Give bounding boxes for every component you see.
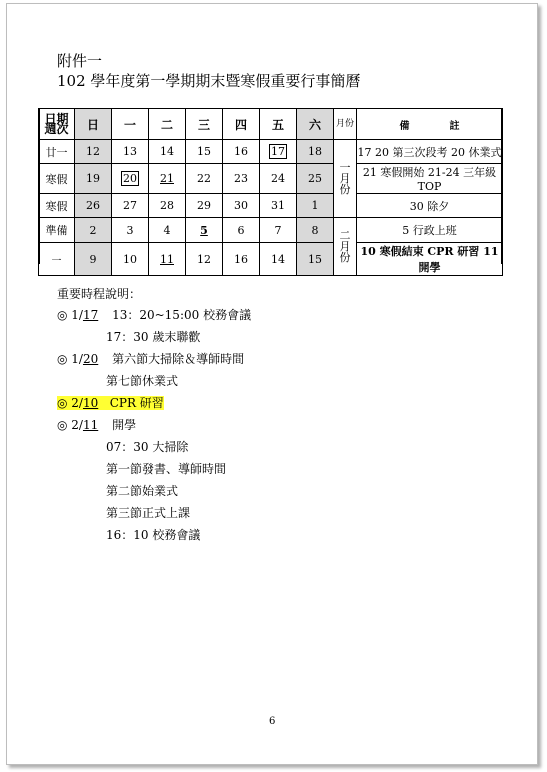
bullet-mark: ◎ 1/ xyxy=(57,308,83,322)
schedule-item: 17：30 歲末聯歡 xyxy=(106,330,201,344)
date-cell: 8 xyxy=(297,218,334,243)
week-label: 寒假 xyxy=(39,164,75,194)
date-cell-underlined xyxy=(186,218,223,243)
month-jan xyxy=(334,140,357,218)
month-feb-char: 月 xyxy=(339,240,351,253)
schedule-text: 第六節大掃除＆導師時間 xyxy=(112,352,245,366)
date-cell: 18 xyxy=(297,140,334,164)
page-title: 102 學年度第一學期期末暨寒假重要行事簡曆 xyxy=(57,72,361,90)
date-cell: 28 xyxy=(149,194,186,218)
date-cell: 22 xyxy=(186,164,223,194)
month-jan-char: 月 xyxy=(339,172,351,185)
schedule-date: 17 xyxy=(82,308,99,322)
day-header-thu: 四 xyxy=(223,109,260,140)
bullet-mark: ◎ 2/ xyxy=(57,396,83,410)
underlined-date: 21 xyxy=(160,172,174,185)
schedule-item: 第一節發書、導師時間 xyxy=(106,462,227,476)
day-header-sun: 日 xyxy=(75,109,112,140)
date-cell: 1 xyxy=(297,194,334,218)
date-cell: 7 xyxy=(260,218,297,243)
table-left-thick-border xyxy=(38,108,40,264)
date-cell: 2 xyxy=(75,218,112,243)
month-header: 月份 xyxy=(334,109,357,140)
remark-cell: 21 寒假開始 21-24 三年級 TOP xyxy=(357,164,503,194)
week-label: 準備 xyxy=(39,218,75,243)
schedule-date: 10 xyxy=(82,396,99,410)
schedule-date: 11 xyxy=(82,418,99,432)
table-row xyxy=(39,243,503,276)
remark-cell: 17 20 第三次段考 20 休業式 xyxy=(357,140,503,164)
month-jan-char: 一 xyxy=(339,161,351,174)
date-cell: 6 xyxy=(223,218,260,243)
date-cell: 14 xyxy=(260,243,297,276)
date-cell: 4 xyxy=(149,218,186,243)
date-cell-underlined xyxy=(149,243,186,276)
day-header-wed: 三 xyxy=(186,109,223,140)
schedule-item: 07：30 大掃除 xyxy=(106,440,189,454)
day-header-fri: 五 xyxy=(260,109,297,140)
table-row xyxy=(39,140,503,164)
date-cell: 19 xyxy=(75,164,112,194)
schedule-item: 16：10 校務會議 xyxy=(106,528,201,542)
date-cell: 25 xyxy=(297,164,334,194)
table-row xyxy=(39,164,503,194)
remark-cell: 30 除夕 xyxy=(357,194,503,218)
table-row xyxy=(39,194,503,218)
schedule-item: 第三節正式上課 xyxy=(106,506,191,520)
date-cell: 27 xyxy=(112,194,149,218)
date-cell: 14 xyxy=(149,140,186,164)
month-feb xyxy=(334,218,357,276)
underlined-date: 11 xyxy=(160,252,174,266)
corner-bottom-label: 週次 xyxy=(44,122,69,136)
table-header-row xyxy=(39,109,503,140)
table-row xyxy=(39,218,503,243)
schedule-text: 開學 xyxy=(112,418,137,432)
schedule-item: 第二節始業式 xyxy=(106,484,179,498)
remark-cell: 10 寒假結束 CPR 研習 11 開學 xyxy=(357,243,503,276)
annex-label: 附件一 xyxy=(57,52,103,70)
date-cell-boxed xyxy=(112,164,149,194)
day-header-tue: 二 xyxy=(149,109,186,140)
date-cell: 12 xyxy=(186,243,223,276)
date-cell: 3 xyxy=(112,218,149,243)
corner-cell xyxy=(39,109,75,140)
day-header-mon: 一 xyxy=(112,109,149,140)
date-cell: 15 xyxy=(297,243,334,276)
highlighted-line xyxy=(57,396,164,410)
date-cell: 9 xyxy=(75,243,112,276)
month-feb-char: 二 xyxy=(339,229,351,242)
date-cell: 13 xyxy=(112,140,149,164)
section-title: 重要時程說明： xyxy=(57,287,142,301)
date-cell: 23 xyxy=(223,164,260,194)
remarks-header: 備 註 xyxy=(357,109,503,140)
schedule-text: 13：20~15:00 校務會議 xyxy=(112,308,252,322)
day-header-sat: 六 xyxy=(297,109,334,140)
date-cell: 16 xyxy=(223,243,260,276)
date-cell: 12 xyxy=(75,140,112,164)
date-cell: 16 xyxy=(223,140,260,164)
boxed-date: 17 xyxy=(271,145,285,158)
month-feb-char: 份 xyxy=(339,251,351,264)
date-cell-underlined xyxy=(149,164,186,194)
month-jan-char: 份 xyxy=(339,183,351,196)
schedule-item: 第七節休業式 xyxy=(106,374,179,388)
schedule-date: 20 xyxy=(82,352,99,366)
date-cell: 24 xyxy=(260,164,297,194)
date-cell: 30 xyxy=(223,194,260,218)
remark-cell: 5 行政上班 xyxy=(357,218,503,243)
week-label: 廿一 xyxy=(39,140,75,164)
week-label: 一 xyxy=(39,243,75,276)
date-cell: 10 xyxy=(112,243,149,276)
schedule-text: CPR 研習 xyxy=(109,396,164,410)
page-number: 6 xyxy=(269,716,276,727)
week-label: 寒假 xyxy=(39,194,75,218)
date-cell: 29 xyxy=(186,194,223,218)
date-cell: 15 xyxy=(186,140,223,164)
schedule-item xyxy=(57,416,136,433)
date-cell: 26 xyxy=(75,194,112,218)
bullet-mark: ◎ 1/ xyxy=(57,352,83,366)
table-right-thick-border xyxy=(501,108,503,264)
calendar-table xyxy=(38,108,503,276)
schedule-item xyxy=(57,306,251,323)
date-cell-boxed xyxy=(260,140,297,164)
corner-top-label: 日期 xyxy=(44,112,69,126)
boxed-date: 20 xyxy=(123,172,137,185)
bullet-mark: ◎ 2/ xyxy=(57,418,83,432)
schedule-item xyxy=(57,350,244,367)
date-cell: 31 xyxy=(260,194,297,218)
underlined-date: 5 xyxy=(200,223,208,237)
schedule-item-highlighted xyxy=(57,394,164,411)
